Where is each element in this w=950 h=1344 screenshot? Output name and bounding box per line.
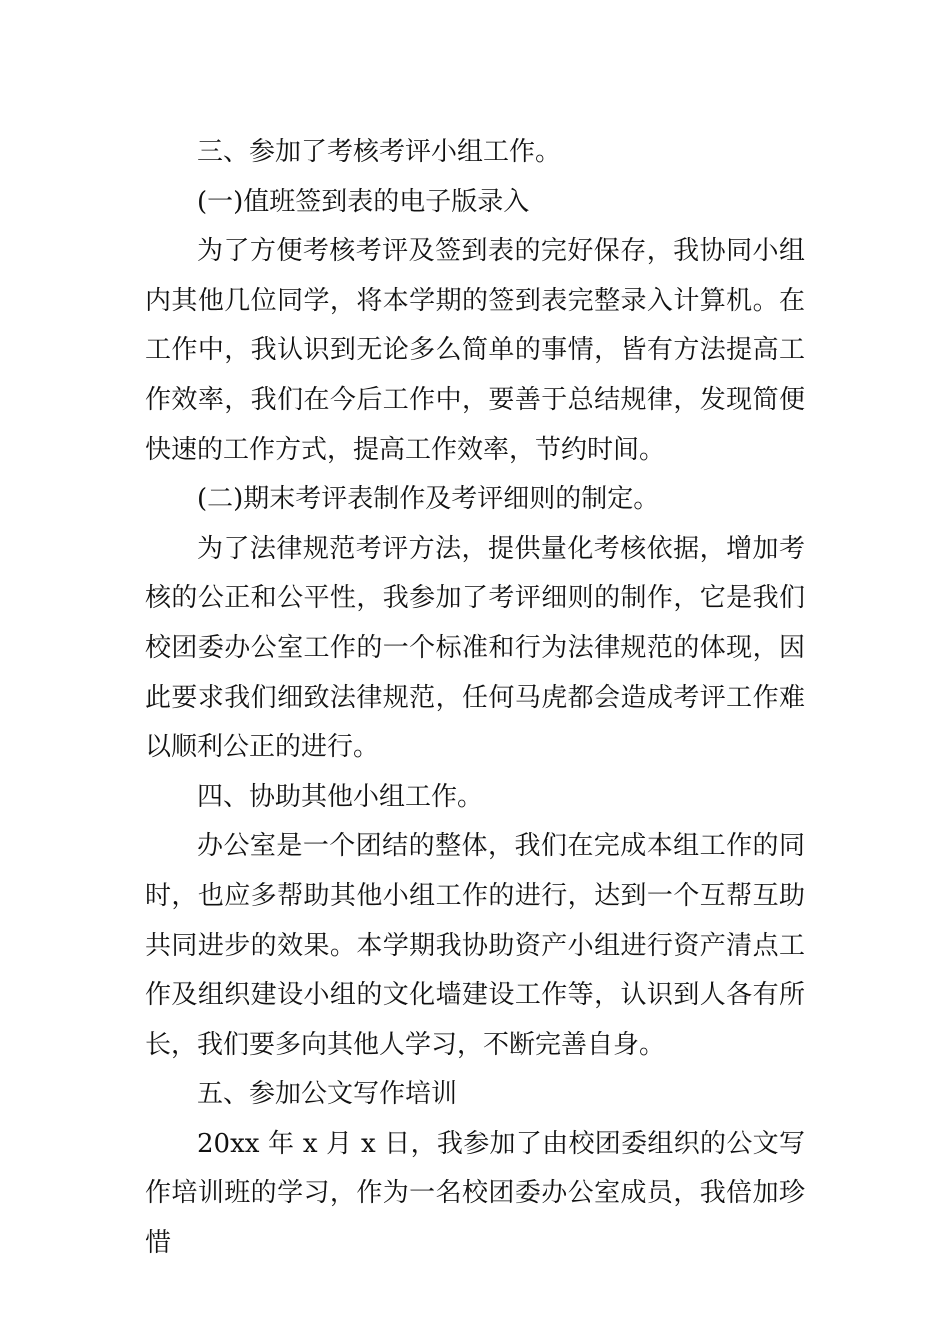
section-heading-5: 五、参加公文写作培训 xyxy=(197,1079,458,1110)
document-body xyxy=(145,128,805,1269)
section-heading-4: 四、协助其他小组工作。 xyxy=(197,781,484,812)
body-paragraph: 为了方便考核考评及签到表的完好保存，我协同小组内其他几位同学，将本学期的签到表完整录入计算机。在工作中，我认识到无论多么简单的事情，皆有方法提高工作效率，我们在今后工作中，要善于总结规律，发现简便快速的工作方式，提高工作效率，节约时间。 xyxy=(145,236,805,465)
body-paragraph: 为了法律规范考评方法，提供量化考核依据，增加考核的公正和公平性，我参加了考评细则的制作，它是我们校团委办公室工作的一个标准和行为法律规范的体现，因此要求我们细致法律规范，任何马虎都会造成考评工作难以顺利公正的进行。 xyxy=(145,533,805,763)
section-heading-3: 三、参加了考核考评小组工作。 xyxy=(197,137,562,167)
subsection-heading-2: (二)期末考评表制作及考评细则的制定。 xyxy=(197,484,660,515)
body-paragraph: 办公室是一个团结的整体，我们在完成本组工作的同时，也应多帮助其他小组工作的进行，达到一个互帮互助共同进步的效果。本学期我协助资产小组进行资产清点工作及组织建设小组的文化墙建设工作等，认识到人各有所长，我们要多向其他人学习，不断完善自身。 xyxy=(145,831,805,1060)
body-paragraph: 20xx 年 x 月 x 日，我参加了由校团委组织的公文写作培训班的学习，作为一名校团委办公室成员，我倍加珍惜 xyxy=(145,1128,805,1259)
subsection-heading-1: (一)值班签到表的电子版录入 xyxy=(197,186,530,217)
